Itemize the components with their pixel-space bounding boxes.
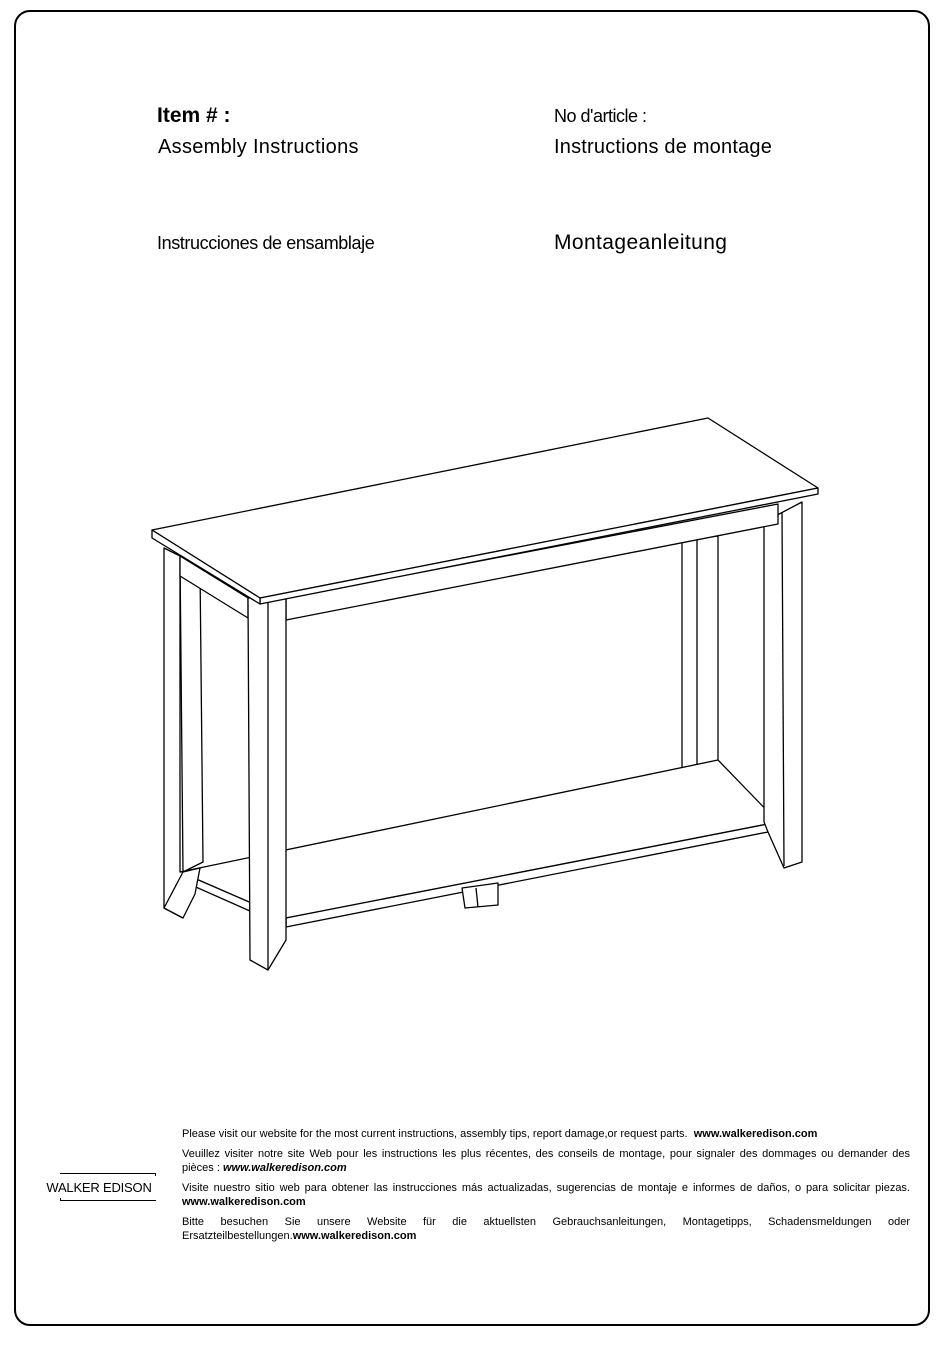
note-french-text: Veuillez visiter notre site Web pour les instructions les plus récentes, des conseils de montage, pour signaler des dommages ou demander des pièces :: [182, 1148, 910, 1174]
back-left-leg: [180, 556, 203, 872]
website-link-de[interactable]: www.walkeredison.com: [292, 1230, 417, 1242]
assembly-instructions-title: Assembly Instructions: [158, 136, 359, 158]
walker-edison-logo: [40, 1173, 158, 1203]
logo-bottom-bracket: [60, 1198, 156, 1201]
center-support: [462, 883, 498, 908]
website-link-en[interactable]: www.walkeredison.com: [693, 1128, 818, 1140]
note-english-text: Please visit our website for the most current instructions, assembly tips, report damage,or request parts.: [182, 1128, 688, 1140]
console-table-illustration: [140, 410, 840, 980]
logo-text: WALKER EDISON: [46, 1180, 152, 1195]
note-english: [182, 1127, 910, 1141]
logo-top-bracket: [60, 1173, 156, 1176]
spanish-instructions-title: Instrucciones de ensamblaje: [157, 233, 375, 253]
front-left-leg: [248, 598, 286, 970]
french-instructions-title: Instructions de montage: [554, 136, 773, 158]
website-link-fr[interactable]: www.walkeredison.com: [222, 1162, 347, 1174]
note-german-text: Bitte besuchen Sie unsere Website für die aktuellsten Gebrauchsanleitungen, Montagetipps, Schadensmeldungen oder Ersatzteilbestellungen.: [182, 1216, 910, 1242]
no-article-label: No d'article :: [554, 106, 647, 126]
note-spanish: [182, 1181, 910, 1209]
item-number-label: Item # :: [157, 104, 231, 127]
note-german: [182, 1215, 910, 1243]
note-french: [182, 1147, 910, 1175]
german-instructions-title: Montageanleitung: [554, 231, 728, 254]
back-right-leg: [682, 536, 718, 770]
website-link-es[interactable]: www.walkeredison.com: [182, 1196, 306, 1208]
website-notes: [182, 1127, 910, 1249]
note-spanish-text: Visite nuestro sitio web para obtener las instrucciones más actualizadas, sugerencias de montaje e informes de daños, o para solicitar piezas.: [182, 1182, 910, 1194]
front-left-leg-side: [164, 548, 183, 918]
